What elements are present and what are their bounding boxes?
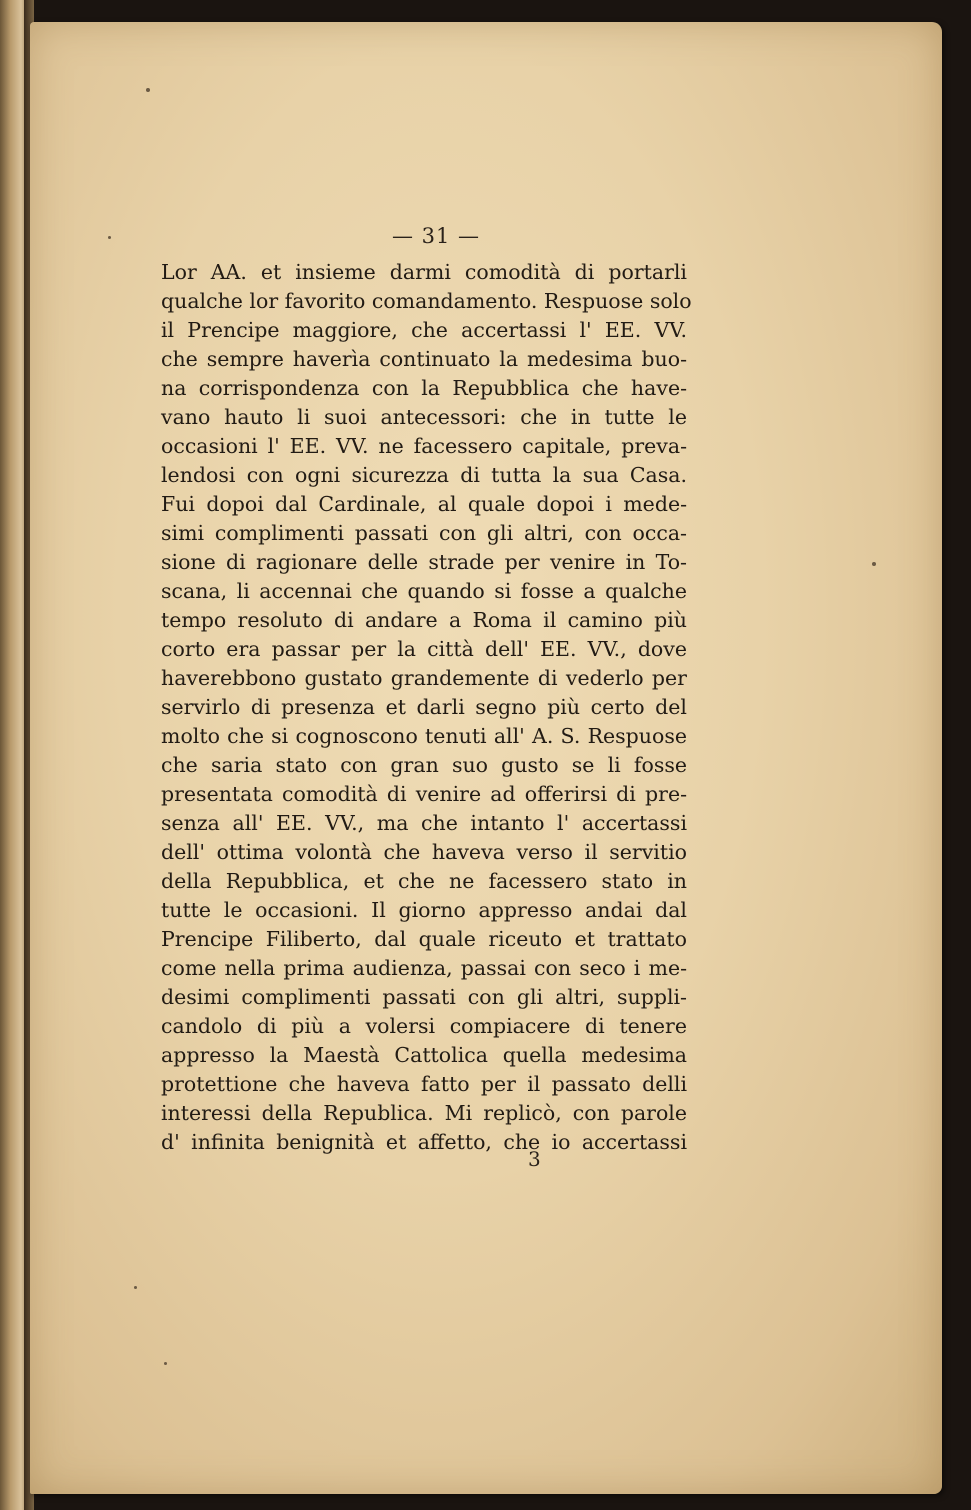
text-line: corto era passar per la città dell' EE. VV., dove xyxy=(161,637,687,661)
body-text xyxy=(161,258,692,1157)
text-line: Lor AA. et insieme darmi comodità di portarli xyxy=(161,260,687,284)
book-page xyxy=(30,22,942,1494)
text-line: lendosi con ogni sicurezza di tutta la sua Casa. xyxy=(161,463,687,487)
text-line: dell' ottima volontà che haveva verso il servitio xyxy=(161,840,687,864)
text-line: haverebbono gustato grandemente di vederlo per xyxy=(161,666,687,690)
text-line: vano hauto li suoi antecessori: che in tutte le xyxy=(161,405,687,429)
text-line: come nella prima audienza, passai con seco i me- xyxy=(161,956,687,980)
text-line: della Repubblica, et che ne facessero stato in xyxy=(161,869,687,893)
text-line: Prencipe Filiberto, dal quale riceuto et trattato xyxy=(161,927,687,951)
text-line: molto che si cognoscono tenuti all' A. S. Respuose xyxy=(161,724,687,748)
text-line: simi complimenti passati con gli altri, con occa- xyxy=(161,521,687,545)
text-line: protettione che haveva fatto per il passato delli xyxy=(161,1072,687,1096)
text-line: tempo resoluto di andare a Roma il camino più xyxy=(161,608,687,632)
signature-mark: 3 xyxy=(528,1147,541,1171)
text-line: desimi complimenti passati con gli altri, suppli- xyxy=(161,985,687,1009)
text-line: qualche lor favorito comandamento. Respuose solo xyxy=(161,289,692,313)
text-line: che sempre haverìa continuato la medesima buo- xyxy=(161,347,687,371)
paper-speck xyxy=(872,562,876,566)
text-line: occasioni l' EE. VV. ne facessero capitale, preva- xyxy=(161,434,687,458)
page-number: — 31 — xyxy=(391,224,481,248)
text-line: presentata comodità di venire ad offerirsi di pre- xyxy=(161,782,687,806)
paper-speck xyxy=(134,1286,137,1289)
text-line: che saria stato con gran suo gusto se li fosse xyxy=(161,753,687,777)
text-line: scana, li accennai che quando si fosse a qualche xyxy=(161,579,687,603)
text-line: d' infinita benignità et affetto, che io accertassi xyxy=(161,1130,687,1154)
text-line: interessi della Republica. Mi replicò, con parole xyxy=(161,1101,687,1125)
paper-speck xyxy=(146,88,150,92)
text-line: servirlo di presenza et darli segno più certo del xyxy=(161,695,687,719)
text-line: Fui dopoi dal Cardinale, al quale dopoi i mede- xyxy=(161,492,687,516)
paper-speck xyxy=(164,1362,167,1365)
text-line: appresso la Maestà Cattolica quella medesima xyxy=(161,1043,687,1067)
text-line: candolo di più a volersi compiacere di tenere xyxy=(161,1014,687,1038)
text-line: tutte le occasioni. Il giorno appresso andai dal xyxy=(161,898,687,922)
text-line: sione di ragionare delle strade per venire in To- xyxy=(161,550,687,574)
text-line: na corrispondenza con la Repubblica che have- xyxy=(161,376,687,400)
text-line: senza all' EE. VV., ma che intanto l' accertassi xyxy=(161,811,687,835)
paper-speck xyxy=(108,236,111,239)
text-line: il Prencipe maggiore, che accertassi l' EE. VV. xyxy=(161,318,687,342)
